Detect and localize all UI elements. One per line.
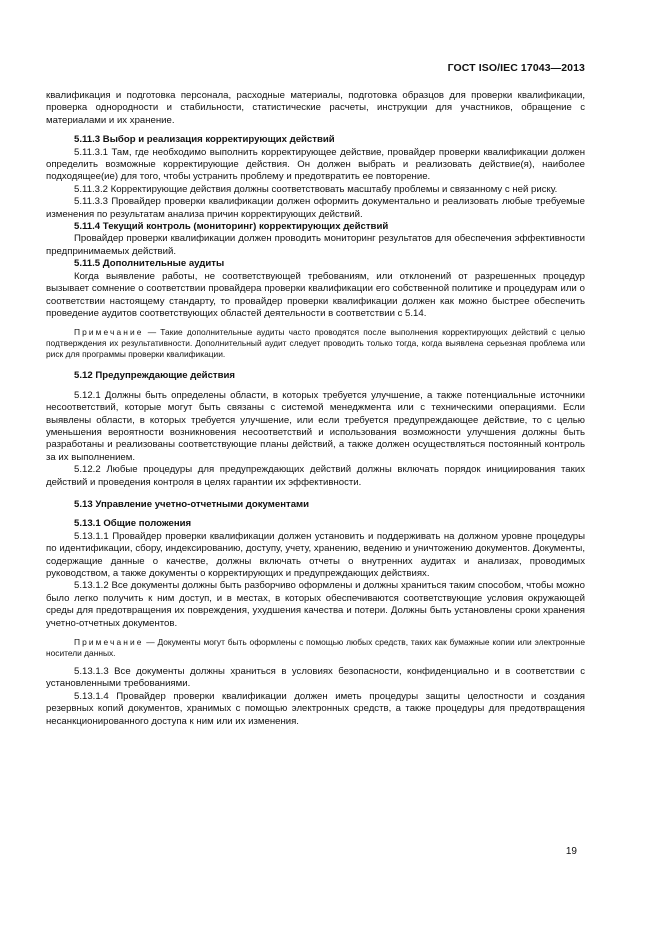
note-dash: — [143,637,158,648]
note-5-11-5 [46,327,585,360]
note-5-13-1-2 [46,637,585,659]
paragraph-5-13-1-2: 5.13.1.2 Все документы должны быть разборчиво оформлены и должны храниться таким способом, чтобы можно было легко получить к ним доступ, и в местах, в которых обеспечиваются соответствующие условия окружающей среды для предотвращения их повреждения, ухудшения качества и потери. Должны быть установлены сроки хранения учетно-отчетных документов. [46,580,585,629]
paragraph-5-11-3-3: 5.11.3.3 Провайдер проверки квалификации должен оформить документально и реализовать любые требуемые изменения по результатам анализа причин корректирующих действий. [46,196,585,220]
note-label: Примечание [74,637,144,648]
heading-5-12: 5.12 Предупреждающие действия [74,370,235,382]
paragraph-5-13-1-1: 5.13.1.1 Провайдер проверки квалификации должен установить и поддерживать на должном уровне процедуры по идентификации, сбору, индексированию, доступу, учету, хранению, ведению и уничтожению документов. Документы, содержащие данные о качестве, должны включать отчеты о внутренних аудитах и анализах, проводимых руководством, а также документы о корректирующих и предупреждающих действиях. [46,530,585,579]
note-text: Документы могут быть оформлены с помощью любых средств, таких как бумажные копии или электронные носители данных. [46,637,585,659]
document-header: ГОСТ ISO/IEC 17043—2013 [447,62,585,74]
paragraph-5-13-1-3: 5.13.1.3 Все документы должны храниться в условиях безопасности, конфиденциально и в соответствии с установленными требованиями. [46,666,585,690]
heading-5-11-4: 5.11.4 Текущий контроль (мониторинг) корректирующих действий [74,221,389,233]
paragraph-5-12-2: 5.12.2 Любые процедуры для предупреждающих действий должны включать порядок инициирования таких действий и проведения контроля в целях гарантии их эффективности. [46,464,585,488]
paragraph-intro-continuation: квалификация и подготовка персонала, расходные материалы, подготовка образцов для проверки квалификации, проверка однородности и стабильности, статистические расчеты, инструкции для участников, обращение с материалами и их хранение. [46,90,585,126]
paragraph-5-12-1: 5.12.1 Должны быть определены области, в которых требуется улучшение, а также потенциальные источники несоответствий, которые могут быть связаны с системой менеджмента или с техническими операциями. Если выявлены области, в которых требуется улучшение, или если требуется предупреждающее действие, то с целью уменьшения вероятности возникновения несоответствий и использования возможности улучшения должны быть разработаны и реализованы соответствующие планы действий, а также должен осуществляться постоянный контроль за их выполнением. [46,389,585,463]
document-body [46,90,585,728]
heading-5-11-5: 5.11.5 Дополнительные аудиты [74,258,225,270]
note-text: Такие дополнительные аудиты часто проводятся после выполнения корректирующих действий с целью подтверждения их результативности. Дополнительный аудит следует проводить только тогда, когда выявлена серьезная проблема или риск для программы проверки квалификации. [46,327,585,360]
heading-5-13: 5.13 Управление учетно-отчетными документами [74,498,310,510]
heading-5-11-3: 5.11.3 Выбор и реализация корректирующих действий [74,134,335,146]
paragraph-5-13-1-4: 5.13.1.4 Провайдер проверки квалификации должен иметь процедуры защиты целостности и создания резервных копий документов, хранимых с помощью электронных средств, а также процедуры для предотвращения несанкционированного доступа к ним или их изменения. [46,690,585,727]
paragraph-5-11-4: Провайдер проверки квалификации должен проводить мониторинг результатов для обеспечения эффективности предпринимаемых действий. [46,233,585,257]
paragraph-5-11-5: Когда выявление работы, не соответствующей требованиям, или отклонений от разрешенных процедур вызывает сомнение о соответствии провайдера проверки квалификации его собственной политике и процедурам или о соответствии настоящему стандарту, то провайдер проверки квалификации должен как можно быстрее обеспечить проведение аудитов соответствующих областей деятельности в соответствии с 5.14. [46,270,585,319]
paragraph-5-11-3-1: 5.11.3.1 Там, где необходимо выполнить корректирующее действие, провайдер проверки квалификации должен определить возможные корректирующие действия. Он должен выбрать и реализовать действие(я), наиболее подходящее(ие) для того, чтобы устранить проблему и предотвратить ее повторение. [46,146,585,183]
note-dash: — [143,327,161,338]
heading-5-13-1: 5.13.1 Общие положения [74,518,192,530]
note-label: Примечание [74,327,144,338]
paragraph-5-11-3-2: 5.11.3.2 Корректирующие действия должны соответствовать масштабу проблемы и связанному с ней риску. [74,183,558,195]
page-number: 19 [565,846,577,857]
